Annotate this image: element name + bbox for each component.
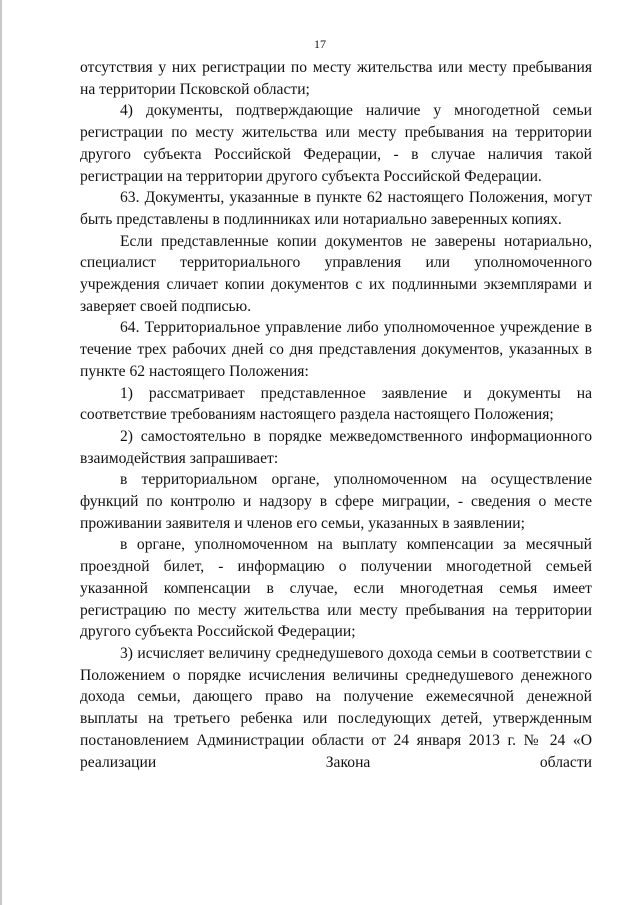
paragraph-clause-63: 63. Документы, указанные в пункте 62 настоящего Положения, могут быть представлены в подлинниках или нотариально заверенных копиях.: [80, 189, 592, 228]
paragraph-copies-verification: Если представленные копии документов не заверены нотариально, специалист территориального управления или уполномоченного учреждения сличает копии документов с их подлинными экземплярами и заверяет своей подписью.: [80, 232, 592, 315]
paragraph-item-2: 2) самостоятельно в порядке межведомственного информационного взаимодействия запрашивает:: [80, 427, 592, 467]
body-text: [80, 57, 592, 773]
page-number: 17: [314, 37, 326, 51]
paragraph-clause-64: 64. Территориальное управление либо уполномоченное учреждение в течение трех рабочих дней со дня представления документов, указанных в пункте 62 настоящего Положения:: [80, 319, 592, 380]
paragraph-compensation-request: в органе, уполномоченном на выплату компенсации за месячный проездной билет, - информацию о получении многодетной семьей указанной компенсации в случае, если многодетная семья имеет регистрацию по месту жительства или месту пребывания на территории другого субъекта Российской Федерации;: [80, 536, 592, 641]
page-edge: [0, 0, 2, 905]
paragraph-continuation: отсутствия у них регистрации по месту жительства или месту пребывания на территории Псковской области;: [80, 59, 592, 98]
paragraph-item-1: 1) рассматривает представленное заявление и документы на соответствие требованиям настоящего раздела настоящего Положения;: [80, 384, 592, 424]
paragraph-item-3: 3) исчисляет величину среднедушевого дохода семьи в соответствии с Положением о порядке исчисления величины среднедушевого денежного дохода семьи, дающего право на получение ежемесячной денежной выплаты на третьего ребенка или последующих детей, утвержденным постановлением Администрации области от 24 января 2013 г. № 24 «О реализации Закона области: [80, 644, 592, 771]
paragraph-item-4: 4) документы, подтверждающие наличие у многодетной семьи регистрации по месту жительства или месту пребывания на территории другого субъекта Российской Федерации, - в случае наличия такой регистрации на территории другого субъекта Российской Федерации.: [80, 102, 592, 185]
paragraph-migration-request: в территориальном органе, уполномоченном на осуществление функций по контролю и надзору в сфере миграции, - сведения о месте проживании заявителя и членов его семьи, указанных в заявлении;: [80, 471, 592, 532]
